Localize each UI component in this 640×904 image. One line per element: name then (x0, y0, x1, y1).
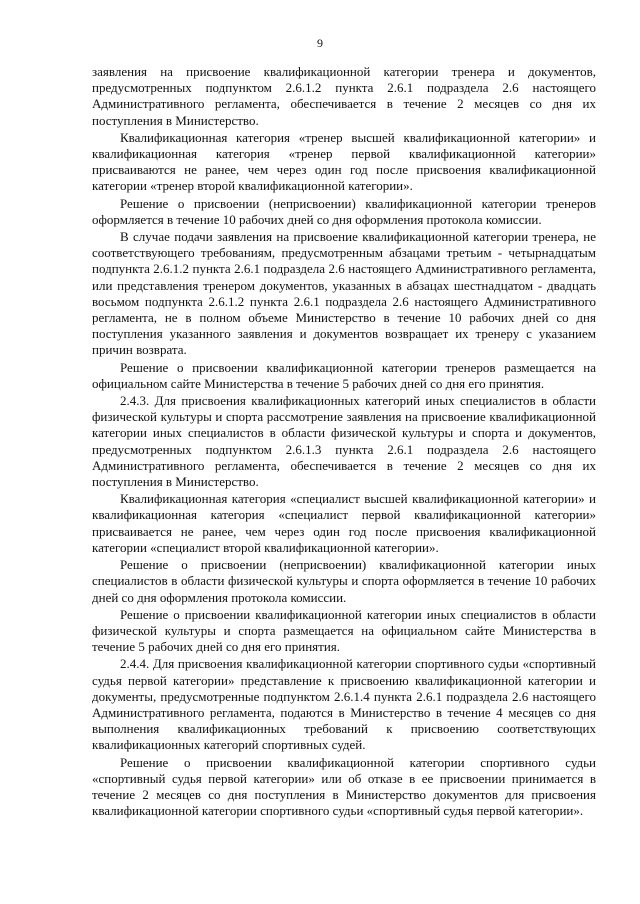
paragraph: 2.4.3. Для присвоения квалификационных категорий иных специалистов в области физической культуры и спорта рассмотрение заявления на присвоение квалификационной категории иных специалистов в области физической культуры и спорта и документов, предусмотренных подпунктом 2.6.1.3 пункта 2.6.1 подраздела 2.6 настоящего Административного регламента, обеспечивается в течение 2 месяцев со дня их поступления в Министерство. (92, 393, 596, 490)
paragraph: 2.4.4. Для присвоения квалификационной категории спортивного судьи «спортивный судья первой категории» представление к присвоению квалификационной категории и документы, предусмотренные подпунктом 2.6.1.4 пункта 2.6.1 подраздела 2.6 настоящего Административного регламента, подаются в Министерство в течение 4 месяцев со дня выполнения квалификационных требований к присвоению соответствующих квалификационных категорий спортивных судей. (92, 656, 596, 753)
paragraph: Квалификационная категория «специалист высшей квалификационной категории» и квалификационная категория «специалист первой квалификационной категории» присваивается не ранее, чем через один год после присвоения квалификационной категории «специалист второй квалификационной категории». (92, 491, 596, 555)
paragraph: заявления на присвоение квалификационной категории тренера и документов, предусмотренных подпунктом 2.6.1.2 пункта 2.6.1 подраздела 2.6 настоящего Административного регламента, обеспечивается в течение 2 месяцев со дня их поступления в Министерство. (92, 64, 596, 128)
paragraph: Решение о присвоении (неприсвоении) квалификационной категории тренеров оформляется в течение 10 рабочих дней со дня оформления протокола комиссии. (92, 195, 596, 227)
paragraph: В случае подачи заявления на присвоение квалификационной категории тренера, не соответствующего требованиям, предусмотренным абзацами третьим - четырнадцатым подпункта 2.6.1.2 пункта 2.6.1 подраздела 2.6 настоящего Административного регламента, или представления тренером документов, указанных в абзацах шестнадцатом - двадцать восьмом подпункта 2.6.1.2 пункта 2.6.1 подраздела 2.6 настоящего Административного регламента, не в полном объеме Министерство в течение 10 рабочих дней со дня поступления указанного заявления и документов возвращает их тренеру с указанием причин возврата. (92, 229, 596, 358)
page-number: 9 (317, 36, 323, 50)
paragraph: Решение о присвоении квалификационной категории тренеров размещается на официальном сайте Министерства в течение 5 рабочих дней со дня его принятия. (92, 359, 596, 391)
paragraph: Решение о присвоении квалификационной категории иных специалистов в области физической культуры и спорта размещается на официальном сайте Министерства в течение 5 рабочих дней со дня его принятия. (92, 606, 596, 655)
paragraph: Решение о присвоении (неприсвоении) квалификационной категории иных специалистов в области физической культуры и спорта оформляется в течение 10 рабочих дней со дня оформления протокола комиссии. (92, 557, 596, 605)
document-body (92, 64, 596, 820)
paragraph: Квалификационная категория «тренер высшей квалификационной категории» и квалификационная категория «тренер первой квалификационной категории» присваиваются не ранее, чем через один год после присвоения квалификационной категории «тренер второй квалификационной категории». (92, 129, 596, 194)
paragraph: Решение о присвоении квалификационной категории спортивного судьи «спортивный судья первой категории» или об отказе в ее присвоении принимается в течение 2 месяцев со дня поступления в Министерство документов для присвоения квалификационной категории спортивного судьи «спортивный судья первой категории». (92, 754, 596, 819)
